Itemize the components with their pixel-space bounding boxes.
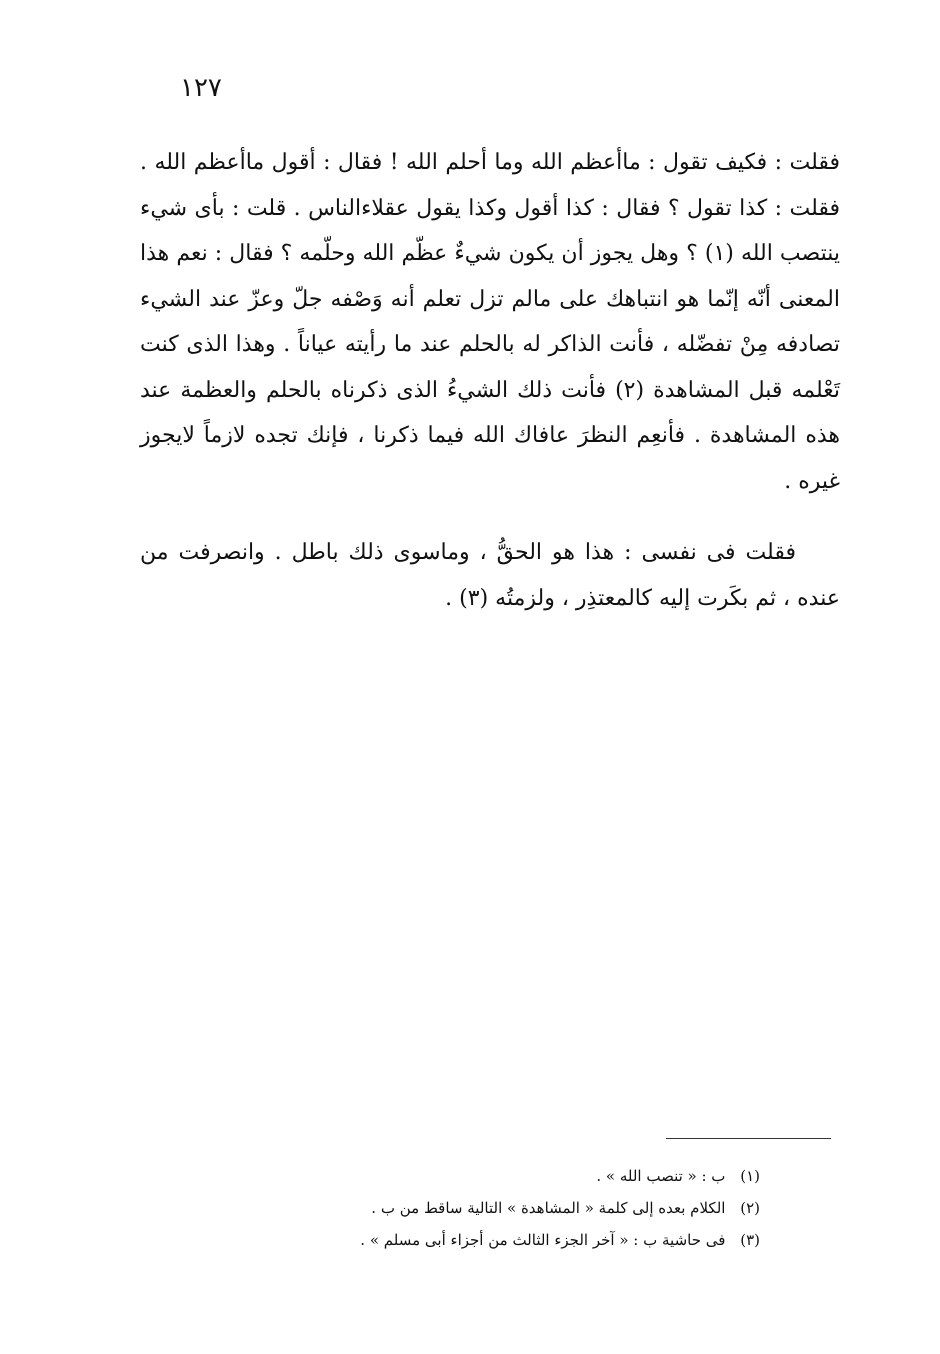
main-text	[140, 140, 840, 621]
footnote-text: الكلام بعده إلى كلمة « المشاهدة » التالية ساقط من ب .	[371, 1199, 726, 1217]
footnote-text: ب : « تنصب الله » .	[596, 1167, 726, 1185]
footnote-2	[300, 1192, 760, 1224]
page-number: ١٢٧	[180, 73, 222, 103]
footnotes	[300, 1160, 760, 1256]
footnote-marker: (٣)	[740, 1231, 760, 1249]
footnote-separator	[666, 1138, 831, 1139]
paragraph: فقلت فى نفسى : هذا هو الحقُّ ، وماسوى ذلك باطل . وانصرفت من عنده ، ثم بكَرت إليه كالمعتذِر ، ولزمتُه (٣) .	[140, 540, 840, 611]
footnote-text: فى حاشية ب : « آخر الجزء الثالث من أجزاء أبى مسلم » .	[360, 1231, 726, 1249]
footnote-3	[300, 1224, 760, 1256]
paragraph: فقلت : فكيف تقول : ماأعظم الله وما أحلم الله ! فقال : أقول ماأعظم الله . فقلت : كذا تقول ؟ فقال : كذا أقول وكذا يقول عقلاءالناس . قلت : بأى شيء ينتصب الله (١) ؟ وهل يجوز أن يكون شيءٌ عظّم الله وحلّمه ؟ فقال : نعم هذا المعنى أنّه إنّما هو انتباهك على مالم تزل تعلم أنه وَصْفه جلّ وعزّ عند الشيء تصادفه مِنْ تفضّله ، فأنت الذاكر له بالحلم عند ما رأيته عياناً . وهذا الذى كنت تَعْلمه قبل المشاهدة (٢) فأنت ذلك الشيءُ الذى ذكرناه بالحلم والعظمة عند هذه المشاهدة . فأنعِم النظرَ عافاك الله فيما ذكرنا ، فإنك تجده لازماً لايجوز غيره .	[140, 150, 841, 494]
footnote-marker: (٢)	[740, 1199, 760, 1217]
footnote-1	[300, 1160, 760, 1192]
footnote-marker: (١)	[740, 1167, 760, 1185]
